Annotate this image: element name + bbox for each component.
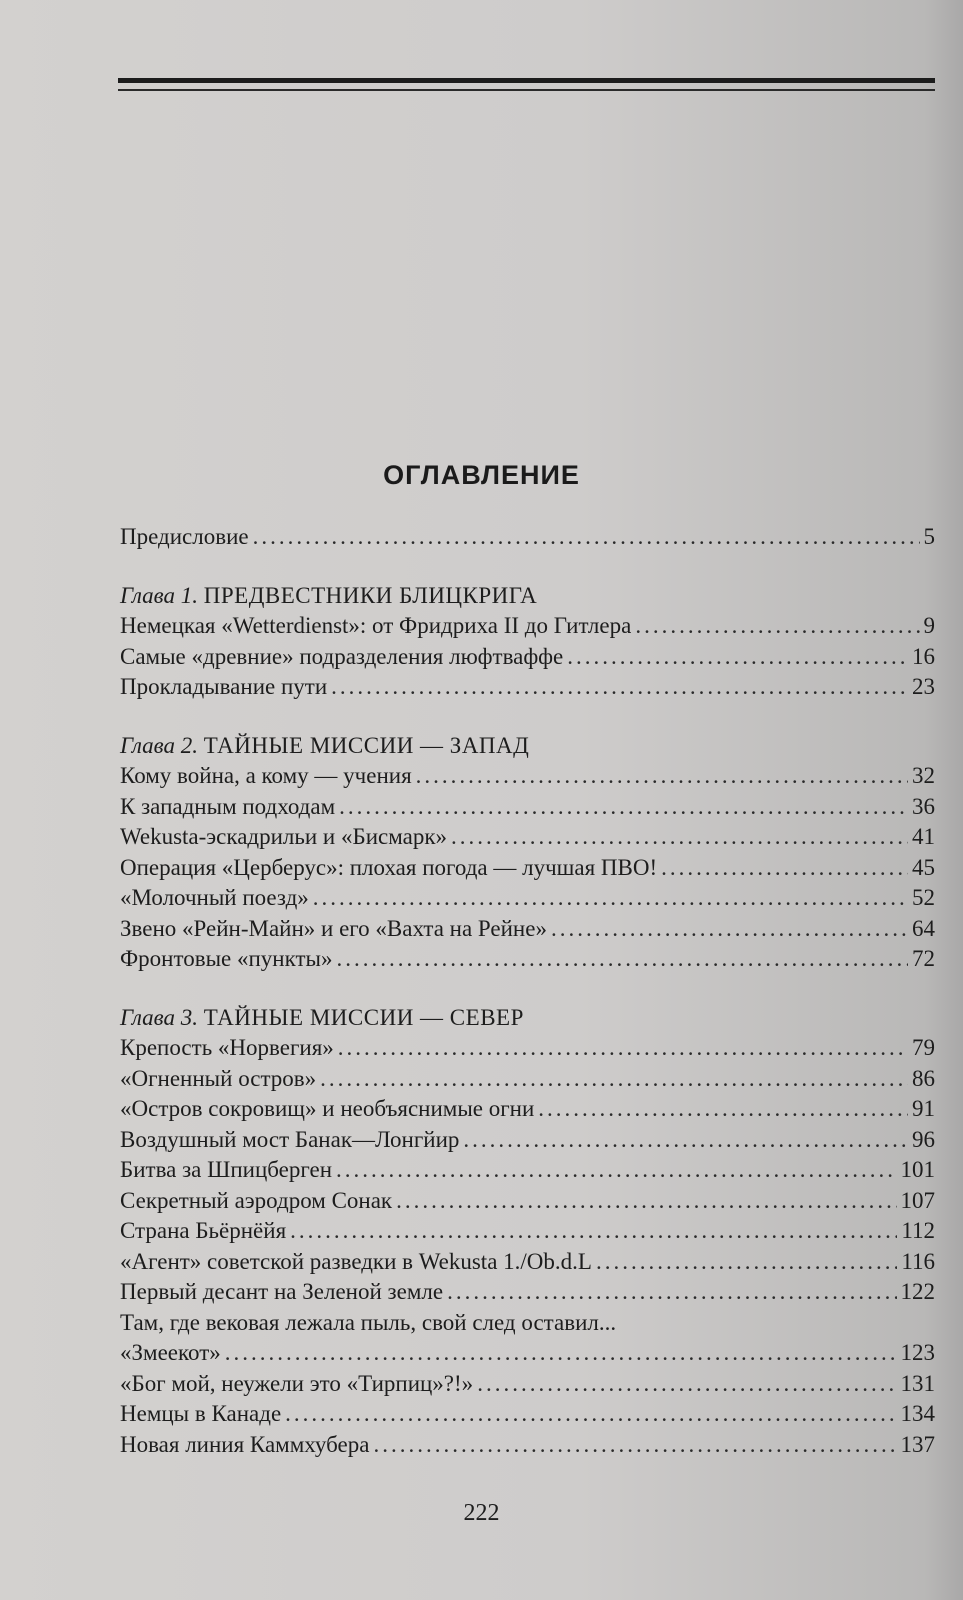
toc-entry[interactable] — [120, 1369, 935, 1400]
toc-entry[interactable] — [120, 1216, 935, 1247]
leader-dots — [661, 853, 908, 884]
toc-entry[interactable] — [120, 761, 935, 792]
entry-title: Немцы в Канаде — [120, 1401, 282, 1426]
entry-page: 112 — [901, 1218, 935, 1243]
entry-title: Предисловие — [120, 524, 249, 549]
entry-page: 41 — [912, 824, 935, 849]
entry-title: «Агент» советской разведки в Wekusta 1./Ob.d.L — [120, 1248, 592, 1274]
entry-title: К западным подходам — [120, 793, 336, 819]
toc-entry-multiline-line2[interactable] — [120, 1338, 935, 1369]
entry-page: 123 — [900, 1340, 935, 1365]
toc-entry-multiline-line1[interactable] — [120, 1308, 935, 1339]
leader-dots — [225, 1338, 897, 1369]
leader-dots — [336, 1155, 896, 1186]
entry-page: 79 — [912, 1035, 935, 1060]
entry-title: Страна Бьёрнёйя — [120, 1218, 287, 1243]
entry-title: «Остров сокровищ» и необъяснимые огни — [120, 1096, 535, 1121]
entry-title-continued: «Змеекот» — [120, 1340, 221, 1365]
leader-dots — [635, 611, 919, 642]
entry-page: 23 — [912, 674, 935, 699]
leader-dots — [451, 822, 908, 853]
leader-dots — [253, 522, 920, 553]
entry-title: Секретный аэродром Сонак — [120, 1187, 393, 1213]
chapter-name: ТАЙНЫЕ МИССИИ — ЗАПАД — [203, 732, 530, 758]
leader-dots — [320, 1064, 908, 1095]
toc-entry[interactable] — [120, 1155, 935, 1186]
leader-dots — [285, 1399, 896, 1430]
leader-dots — [373, 1430, 896, 1461]
toc-entry[interactable] — [120, 914, 935, 945]
toc-entry[interactable] — [120, 1094, 935, 1125]
entry-page: 72 — [912, 946, 935, 971]
toc-entry[interactable] — [120, 1399, 935, 1430]
entry-page: 86 — [912, 1065, 935, 1091]
entry-page: 107 — [900, 1187, 935, 1213]
table-of-contents — [120, 522, 935, 1460]
toc-heading: ОГЛАВЛЕНИЕ — [383, 460, 580, 490]
toc-entry[interactable] — [120, 1277, 935, 1308]
chapter-label: Глава 3. — [120, 1004, 198, 1030]
chapter-heading-1 — [120, 581, 935, 612]
entry-page: 5 — [923, 524, 935, 549]
toc-entry[interactable] — [120, 611, 935, 642]
toc-entry[interactable] — [120, 1186, 935, 1217]
entry-title: «Бог мой, неужели это «Тирпиц»?!» — [120, 1370, 474, 1396]
entry-title: «Молочный поезд» — [120, 885, 309, 910]
chapter-name: ПРЕДВЕСТНИКИ БЛИЦКРИГА — [203, 582, 538, 608]
entry-page: 64 — [912, 915, 935, 941]
toc-entry[interactable] — [120, 792, 935, 823]
entry-page: 9 — [923, 613, 935, 638]
toc-entry[interactable] — [120, 1125, 935, 1156]
leader-dots — [447, 1277, 896, 1308]
entry-page: 16 — [912, 643, 935, 669]
entry-title: Крепость «Норвегия» — [120, 1035, 334, 1060]
toc-entry[interactable] — [120, 1247, 935, 1278]
leader-dots — [313, 883, 908, 914]
leader-dots — [538, 1094, 908, 1125]
leader-dots — [567, 642, 908, 673]
header-rule-thick — [118, 78, 935, 83]
entry-page: 32 — [912, 763, 935, 788]
entry-page: 137 — [900, 1431, 935, 1457]
entry-page: 45 — [912, 854, 935, 880]
toc-entry[interactable] — [120, 944, 935, 975]
entry-page: 52 — [912, 885, 935, 910]
entry-title: Самые «древние» подразделения люфтваффе — [120, 643, 564, 669]
page-number: 222 — [463, 1500, 500, 1526]
toc-entry[interactable] — [120, 822, 935, 853]
entry-page: 116 — [901, 1248, 935, 1274]
leader-dots — [463, 1125, 908, 1156]
chapter-heading-2 — [120, 731, 935, 762]
chapter-label: Глава 2. — [120, 732, 198, 758]
chapter-heading-3 — [120, 1003, 935, 1034]
entry-title: Фронтовые «пункты» — [120, 946, 333, 971]
toc-entry[interactable] — [120, 853, 935, 884]
toc-entry[interactable] — [120, 642, 935, 673]
chapter-name: ТАЙНЫЕ МИССИИ — СЕВЕР — [203, 1004, 524, 1030]
leader-dots — [337, 944, 909, 975]
toc-entry[interactable] — [120, 672, 935, 703]
leader-dots — [339, 792, 908, 823]
leader-dots — [477, 1369, 896, 1400]
entry-title: Первый десант на Зеленой земле — [120, 1279, 444, 1304]
entry-title: Битва за Шпицберген — [120, 1157, 333, 1182]
leader-dots — [396, 1186, 896, 1217]
entry-page: 36 — [912, 793, 935, 819]
entry-title: Воздушный мост Банак—Лонгйир — [120, 1126, 460, 1152]
header-rule-thin — [118, 89, 935, 91]
entry-page: 131 — [900, 1370, 935, 1396]
toc-entry-preface[interactable] — [120, 522, 935, 553]
toc-entry[interactable] — [120, 1430, 935, 1461]
entry-page: 96 — [912, 1126, 935, 1152]
entry-title: Операция «Церберус»: плохая погода — лучшая ПВО! — [120, 854, 658, 880]
leader-dots — [551, 914, 908, 945]
leader-dots — [331, 672, 908, 703]
entry-title: Там, где вековая лежала пыль, свой след оставил... — [120, 1309, 617, 1335]
leader-dots — [416, 761, 908, 792]
toc-entry[interactable] — [120, 1033, 935, 1064]
entry-title: «Огненный остров» — [120, 1065, 317, 1091]
entry-page: 122 — [900, 1279, 935, 1304]
entry-page: 101 — [900, 1157, 935, 1182]
entry-title: Звено «Рейн-Майн» и его «Вахта на Рейне» — [120, 915, 547, 941]
chapter-label: Глава 1. — [120, 582, 198, 608]
leader-dots — [596, 1247, 897, 1278]
entry-page: 134 — [900, 1401, 935, 1426]
entry-title: Кому война, а кому — учения — [120, 763, 412, 788]
toc-entry[interactable] — [120, 883, 935, 914]
entry-title: Прокладывание пути — [120, 674, 328, 699]
leader-dots — [290, 1216, 897, 1247]
entry-page: 91 — [912, 1096, 935, 1121]
entry-title: Немецкая «Wetterdienst»: от Фридриха II до Гитлера — [120, 613, 632, 638]
entry-title: Wekusta-эскадрильи и «Бисмарк» — [120, 824, 447, 849]
leader-dots — [338, 1033, 908, 1064]
entry-title: Новая линия Каммхубера — [120, 1431, 370, 1457]
toc-entry[interactable] — [120, 1064, 935, 1095]
